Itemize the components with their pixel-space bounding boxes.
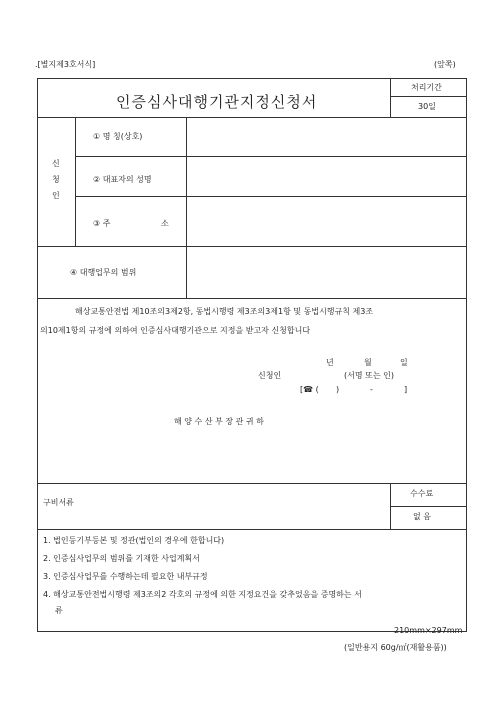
fee-divider	[390, 506, 466, 507]
row-divider-4	[38, 298, 466, 299]
statement-line-1: 해상교통안전법 제10조의3제2항, 동법시행령 제3조의3제1항 및 동법시행규칙 제3조	[75, 307, 374, 316]
required-documents-heading: 구비서류	[43, 498, 74, 507]
representative-name-label: ② 대표자의 성명	[93, 175, 152, 184]
processing-period-value: 30일	[418, 102, 436, 111]
statement-line-2: 의10제1항의 규정에 의하여 인증심사대행기관으로 지정을 받고자 신청합니다	[40, 326, 311, 335]
phone-end: ]	[404, 385, 408, 394]
applicant-group-char-2: 청	[52, 175, 60, 184]
applicant-group-char-1: 신	[52, 159, 60, 168]
title-divider	[38, 117, 466, 118]
business-scope-field[interactable]	[188, 248, 464, 297]
form-title: 인증심사대행기관지정신청서	[116, 93, 318, 111]
applicant-group-line	[75, 117, 76, 246]
paper-size-label: 210mm×297mm	[394, 626, 463, 635]
phone-open: [☎ (	[300, 385, 319, 394]
document-item-3: 3. 인증심사업무를 수행하는데 필요한 내부규정	[43, 572, 208, 581]
recipient-line: 해 양 수 산 부 장 관 귀 하	[174, 417, 264, 426]
phone-dash: -	[370, 385, 373, 394]
company-name-field[interactable]	[188, 119, 464, 155]
row-divider-5	[38, 483, 466, 484]
application-form	[37, 78, 467, 632]
date-year: 년	[326, 358, 334, 367]
company-name-label: ① 명 칭(상호)	[93, 132, 143, 141]
address-label: ③ 주	[93, 219, 111, 228]
form-number-label: .[별지제3호서식]	[35, 60, 96, 69]
address-field[interactable]	[188, 198, 464, 245]
paper-spec-label: (일반용지 60g/㎡(재활용품))	[344, 643, 447, 652]
applicant-signature-label: 신청인	[258, 371, 282, 380]
document-item-1: 1. 법인등기부등본 및 정관(법인의 경우에 한합니다)	[43, 536, 225, 545]
row-divider-6	[38, 529, 466, 530]
business-scope-label: ④ 대행업무의 범위	[70, 268, 137, 277]
signature-note: (서명 또는 인)	[344, 371, 394, 380]
applicant-group-char-3: 인	[52, 191, 60, 200]
row-divider-2	[75, 196, 466, 197]
row-divider-1	[75, 156, 466, 157]
date-day: 일	[400, 358, 408, 367]
date-month: 월	[364, 358, 372, 367]
fee-value: 없 음	[413, 512, 431, 521]
document-item-4-continued: 류	[55, 606, 63, 615]
document-item-2: 2. 인증심사업무의 범위를 기재한 사업계획서	[43, 554, 200, 563]
label-column-line	[186, 117, 187, 298]
document-item-4: 4. 해상교통안전법시행령 제3조의2 각호의 규정에 의한 지정요건을 갖추었음을 증명하는 서	[43, 590, 362, 599]
phone-close: )	[336, 385, 340, 394]
row-divider-3	[38, 246, 466, 247]
period-divider	[390, 96, 466, 97]
representative-name-field[interactable]	[188, 158, 464, 195]
page-side-label: (앞쪽)	[434, 60, 456, 69]
fee-label: 수수료	[410, 489, 434, 498]
fee-column-line	[390, 483, 391, 529]
address-label-tail: 소	[161, 219, 169, 228]
processing-period-label: 처리기간	[411, 83, 442, 92]
period-column-line	[390, 79, 391, 117]
